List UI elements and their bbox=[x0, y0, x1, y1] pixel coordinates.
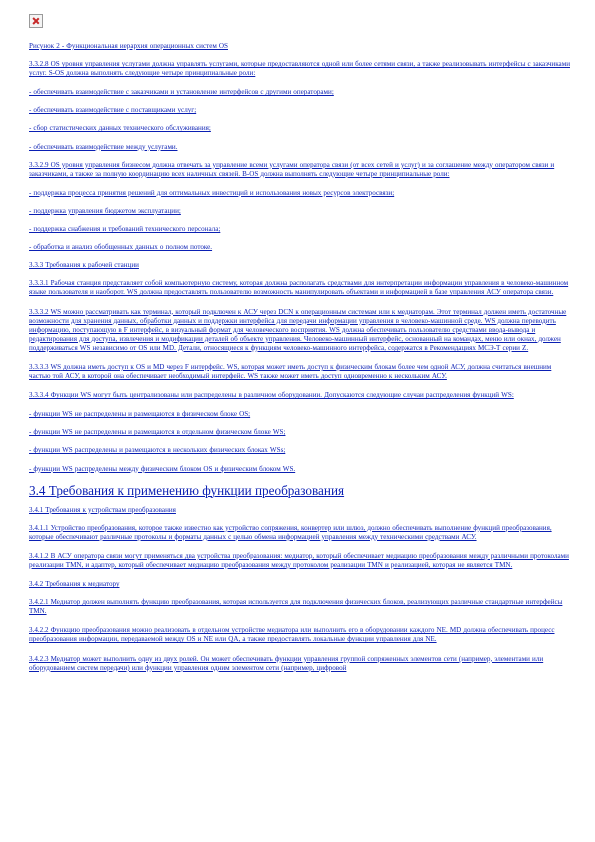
subsection-heading-link[interactable]: 3.4.2 Требования к медиатору bbox=[29, 580, 120, 589]
subsection-heading-link[interactable]: 3.3.3 Требования к рабочей станции bbox=[29, 261, 139, 270]
list-item-link[interactable]: - обеспечивать взаимодействие с поставщиками услуг; bbox=[29, 106, 197, 115]
paragraph-link[interactable]: 3.3.2.8 OS уровня управления услугами должна управлять услугами, которые предоставляются одной или более сетями связи, а также реализовывать интерфейсы с заказчиками услуг. S-OS должна выполнять следующие четыре принципиальные роли: bbox=[29, 60, 570, 78]
document-page bbox=[29, 14, 574, 683]
paragraph-link[interactable]: 3.3.3.4 Функции WS могут быть централизованы или распределены в различном оборудовании. Допускаются следующие случаи распределения функций WS: bbox=[29, 391, 514, 400]
paragraph-link[interactable]: 3.3.3.2 WS можно рассматривать как терминал, который подключен к АСУ через DCN к операционным системам или к медиаторам. Этот терминал должен иметь достаточные возможности для хранения данных, обработки данных и поддержки интерфейса для передачи информации управления в человеко-машинной среде. WS должна переводить информацию, поступающую в F интерфейс, в визуальный формат для человеческого восприятия. WS должна обеспечивать пользователю средствами ввода-вывода и редактирования для доступа, извлечения и модификации деталей об объекте управления. Человеко-машинный интерфейс, основанный на командах, меню или окнах, должен поддерживаться WS независимо от OS или MD. Детали, относящиеся к функциям человеко-машинного интерфейса, содержатся в Рекомендациях МСЭ-Т серии Z. bbox=[29, 307, 567, 352]
list-item-link[interactable]: - функции WS распределены и размещаются в нескольких физических блоках WSs; bbox=[29, 446, 286, 455]
subsection-heading-link[interactable]: 3.4.1 Требования к устройствам преобразования bbox=[29, 505, 176, 514]
paragraph-link[interactable]: 3.4.2.1 Медиатор должен выполнять функцию преобразования, которая используется для подключения физических блоков, реализующих различные стандартные интерфейсы TMN. bbox=[29, 598, 563, 616]
broken-image-icon bbox=[29, 14, 43, 28]
list-item-link[interactable]: - функции WS распределены между физическим блоком OS и физическим блоком WS. bbox=[29, 464, 296, 473]
list-item-link[interactable]: - обработка и анализ обобщенных данных о полном потоке. bbox=[29, 243, 213, 252]
list-item-link[interactable]: - поддержка снабжения и требований технического персонала; bbox=[29, 225, 221, 234]
list-item-link[interactable]: - сбор статистических данных технического обслуживания; bbox=[29, 124, 211, 133]
paragraph-link[interactable]: 3.3.3.1 Рабочая станция представляет собой компьютерную систему, которая должна располагать средствами для интерпретации информации управления в человеко-машинном языке пользователя и наоборот. WS должна предоставлять пользователю возможность манипулировать объектами и информацией в базе управления АСУ оператора связи. bbox=[29, 279, 569, 297]
paragraph-link[interactable]: 3.4.1.2 В АСУ оператора связи могут применяться два устройства преобразования: медиатор, который обеспечивает медиацию преобразования между различными протоколами реализации TMN, и адаптер, который обеспечивает медиацию преобразования между протоколом реализации TMN и реализацией, которая не является TMN. bbox=[29, 551, 569, 569]
list-item-link[interactable]: - обеспечивать взаимодействие между услугами. bbox=[29, 142, 178, 151]
section-heading[interactable]: 3.4 Требования к применению функции преобразования bbox=[29, 482, 345, 498]
document-body bbox=[29, 60, 574, 673]
paragraph-link[interactable]: 3.3.3.3 WS должна иметь доступ к OS и MD через F интерфейс. WS, которая может иметь доступ к физическим блокам более чем одной АСУ, должна считаться внешним частью той АСУ, в которой она обеспечивает необходимый интерфейс. WS также может иметь доступ одновременно к нескольким АСУ. bbox=[29, 362, 552, 381]
figure-caption[interactable]: Рисунок 2 - Функциональная иерархия операционных систем OS bbox=[29, 42, 229, 50]
paragraph-link[interactable]: 3.3.2.9 OS уровня управления бизнесом должна отвечать за управление всеми услугами оператора связи (от всех сетей и услуг) и за соглашение между оператором связи и заказчиками, а также за полную координацию всех наличных связей. B-OS должна выполнять следующие четыре принципиальные роли: bbox=[29, 160, 555, 178]
list-item-link[interactable]: - функции WS не распределены и размещаются в физическом блоке OS; bbox=[29, 410, 251, 419]
paragraph-link[interactable]: 3.4.1.1 Устройство преобразования, которое также известно как устройство сопряжения, конвертер или шлюз, должно обеспечивать выполнение функций преобразования, которые обеспечивают различные протоколы и форматы данных с целью обмена информацией управления между техническими средствами АСУ. bbox=[29, 523, 552, 541]
list-item-link[interactable]: - обеспечивать взаимодействие с заказчиками и установление интерфейсов с другими операторами; bbox=[29, 88, 334, 97]
list-item-link[interactable]: - поддержка процесса принятия решений для оптимальных инвестиций и использования новых ресурсов электросвязи; bbox=[29, 188, 395, 197]
paragraph-link[interactable]: 3.4.2.3 Медиатор может выполнить одну из двух ролей. Он может обеспечивать функции управления группой сопряженных элементов сети (например, элементами или оборудованием систем передачи) или функции управления одним элементом сети (например, цифровой bbox=[29, 654, 544, 672]
list-item-link[interactable]: - поддержка управления бюджетом эксплуатации; bbox=[29, 206, 181, 215]
list-item-link[interactable]: - функции WS не распределены и размещаются в отдельном физическом блоке WS; bbox=[29, 428, 286, 437]
paragraph-link[interactable]: 3.4.2.2 Функцию преобразования можно реализовать в отдельном устройстве медиатора или выполнить его в оборудовании каждого NE. MD должна обеспечивать процесс преобразования информации, передаваемой между OS и NE или QA, а также предоставлять локальные функции управления для NE. bbox=[29, 626, 555, 644]
